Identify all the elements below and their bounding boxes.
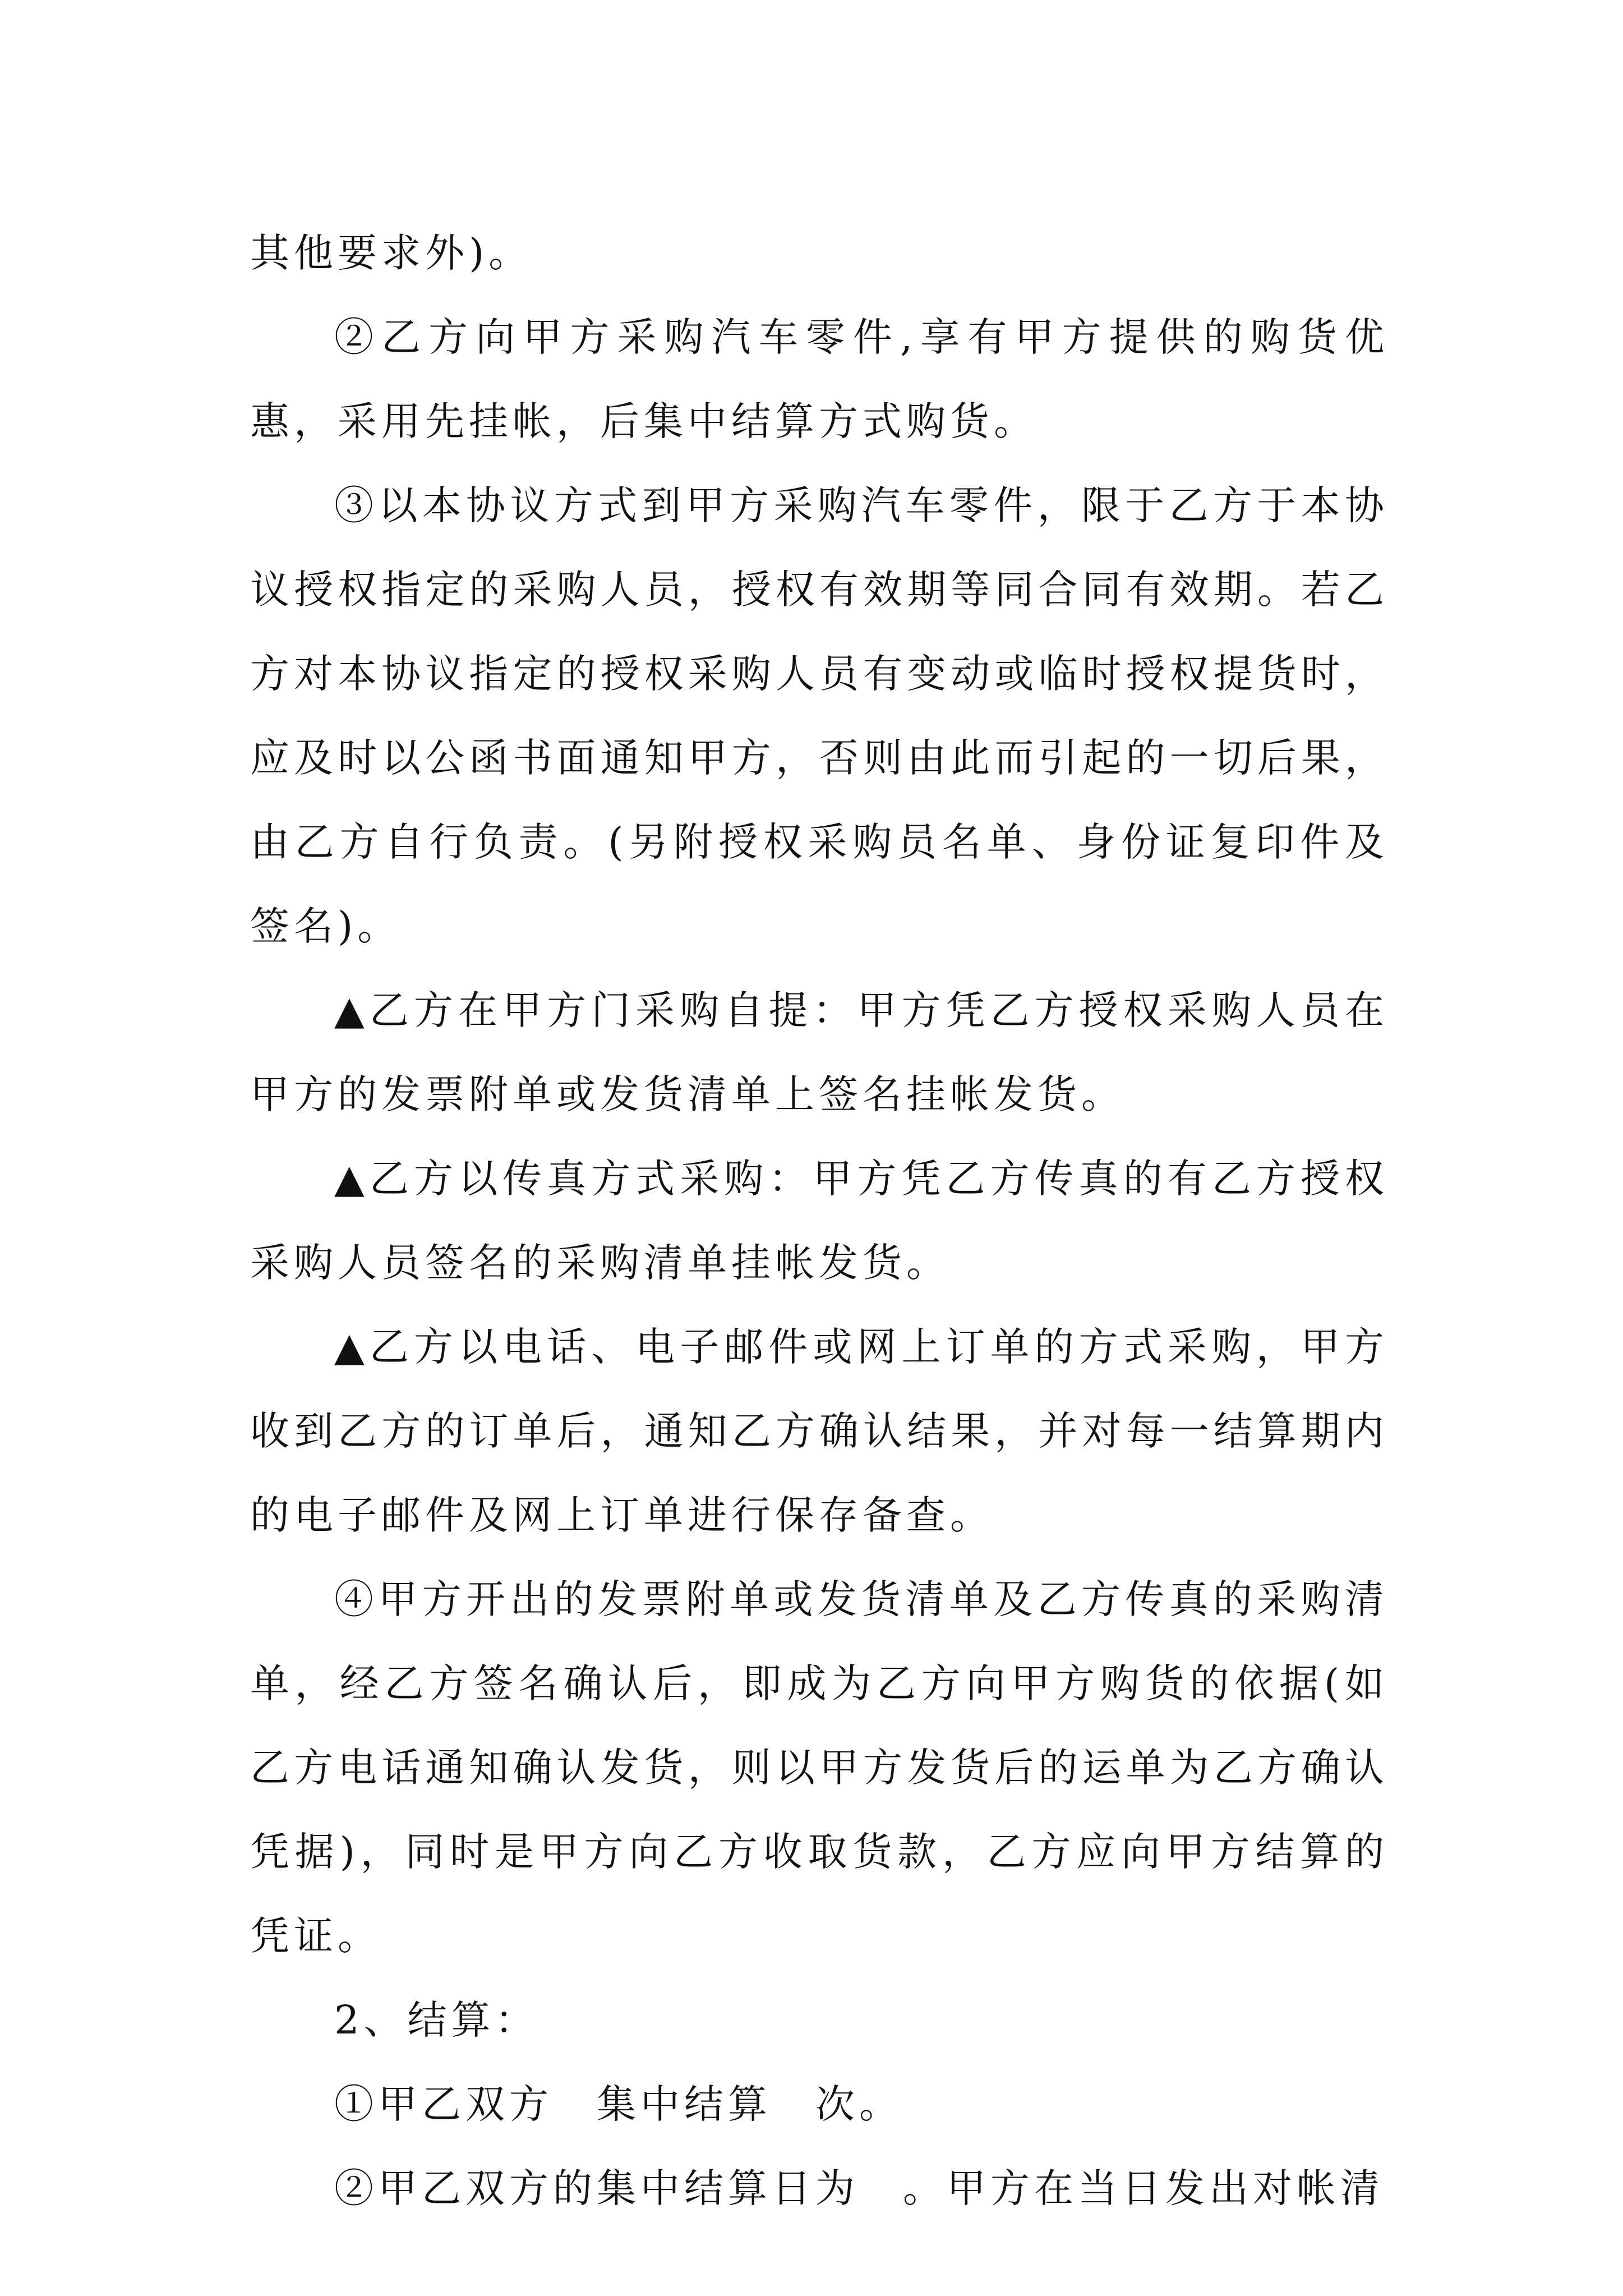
paragraph-bullet-fax-purchase: ▲乙方以传真方式采购：甲方凭乙方传真的有乙方授权采购人员签名的采购清单挂帐发货。 xyxy=(250,1156,1389,1286)
paragraph-bullet-self-pickup: ▲乙方在甲方门采购自提：甲方凭乙方授权采购人员在甲方的发票附单或发货清单上签名挂帐发货。 xyxy=(250,987,1389,1117)
paragraph-clause-3-authorized-purchasers: ③以本协议方式到甲方采购汽车零件，限于乙方于本协议授权指定的采购人员，授权有效期等同合同有效期。若乙方对本协议指定的授权采购人员有变动或临时授权提货时，应及时以公函书面通知甲方，否则由此而引起的一切后果，由乙方自行负责。(另附授权采购员名单、身份证复印件及签名)。 xyxy=(250,482,1389,949)
paragraph-bullet-phone-email-order: ▲乙方以电话、电子邮件或网上订单的方式采购，甲方收到乙方的订单后，通知乙方确认结果，并对每一结算期内的电子邮件及网上订单进行保存备查。 xyxy=(250,1324,1389,1538)
section-heading-settlement: 2、结算： xyxy=(334,1997,539,2043)
paragraph-other-requirements: 其他要求外)。 xyxy=(250,230,533,276)
paragraph-clause-2-purchase-discount: ②乙方向甲方采购汽车零件,享有甲方提供的购货优惠，采用先挂帐，后集中结算方式购货。 xyxy=(250,314,1389,444)
paragraph-settlement-frequency: ①甲乙双方 集中结算 次。 xyxy=(334,2081,903,2127)
document-body xyxy=(250,211,1389,2230)
paragraph-clause-4-invoice-basis: ④甲方开出的发票附单或发货清单及乙方传真的采购清单，经乙方签名确认后，即成为乙方向甲方购货的依据(如乙方电话通知确认发货，则以甲方发货后的运单为乙方确认凭据)，同时是甲方向乙方收取货款，乙方应向甲方结算的凭证。 xyxy=(250,1576,1389,1959)
paragraph-settlement-date: ②甲乙双方的集中结算日为 。甲方在当日发出对帐清 xyxy=(334,2165,1384,2211)
